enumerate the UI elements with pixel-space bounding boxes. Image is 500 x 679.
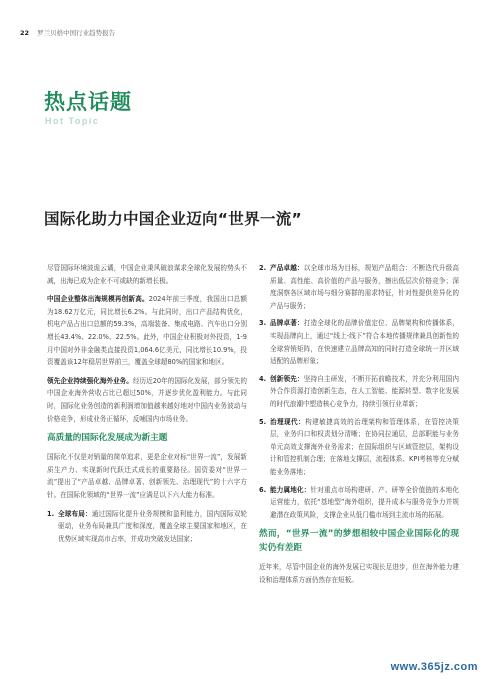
- item-label: 全球布局：: [58, 509, 92, 518]
- watermark: www.365jz.com: [390, 661, 478, 673]
- list-item: [259, 484, 459, 522]
- item-number: 5.: [259, 417, 267, 426]
- item-label: 能力属地化：: [270, 485, 311, 494]
- paragraph-body: 经历近20年的国际化发展，部分领先的中国企业海外营收占比已超过50%，并逐步优化盈利能力。与此同时，国际化业务创造的新利润增加值越来越好地对中国内业务波动与价格竞争，形成业务正循环，反哺国内市场业务。: [47, 376, 248, 423]
- item-number: 3.: [259, 319, 267, 328]
- paragraph-lead: 中国企业整体出海规模再创新高。: [47, 295, 149, 304]
- left-column: [47, 262, 247, 550]
- report-title: 罗兰贝格中国行业趋势报告: [37, 29, 116, 37]
- section-subtitle: Hot Topic: [45, 116, 100, 126]
- item-number: 1.: [47, 509, 55, 518]
- paragraph-lead: 领先企业持续强化海外业务。: [47, 376, 133, 385]
- item-text: 打造全球化的品牌价值定位、品牌架构和传播体系，实现品牌向上，通过“线上-线下”符合本地传播规律兼具创新性的全球营销矩阵，在快速建立品牌高知的同时打造全球统一并区域适配的品牌形象；: [270, 319, 460, 366]
- page-header: [20, 28, 115, 37]
- item-text: 通过国际化提升业务规模和盈利能力，国内国际双轮驱动，业务布局兼具广度和深度，覆盖全球主要国家和地区，在优势区域实现高市占率，并成功突破发达国家；: [58, 509, 248, 543]
- paragraph-shortcomings: 近年来，尽管中国企业的海外发展已实现长足进步，但在海外能力建设和治理体系方面仍然存在短板。: [259, 563, 459, 584]
- item-text: 构建敏捷高效的治理架构和管理体系，在管控决策层，业务归口和权责划分清晰；在协同拉通层，总部职能与业务单元高效支撑海外业务需求；在国际组织与区域管控层，架构设计和管控机制合理；在落地支撑层，流程体系、KPI考核等充分赋能业务落地；: [270, 417, 459, 476]
- list-item: [259, 317, 459, 367]
- subheading-quality: 高质量的国际化发展成为新主题: [47, 433, 168, 444]
- item-label: 治理现代：: [270, 417, 306, 426]
- item-number: 4.: [259, 374, 267, 383]
- paragraph-leaders: [47, 375, 247, 425]
- item-text: 坚持自主研发，不断开拓前瞻技术，并充分利用国内外合作资源打造创新生态，在人工智能、能源转型、数字化发展的时代浪潮中塑造核心竞争力，持续引领行业革新；: [270, 374, 460, 408]
- list-item: [47, 508, 247, 546]
- section-title: 热点话题: [44, 90, 132, 114]
- item-number: 2.: [259, 264, 267, 272]
- item-label: 创新领先：: [270, 374, 304, 383]
- item-label: 产品卓越：: [270, 264, 304, 272]
- paragraph-body: 2024年前三季度，我国出口总额为18.62万亿元，同比增长6.2%。与此同时，出口产品结构优化，机电产品占出口总额的59.3%，高端装备、集成电路、汽车出口分别增长43.4%、22.0%、22.5%。此外，中国企业积极对外投资，1-9月中国对外非金融类直接投资1,064.6亿美元，同比增长10.9%，投资覆盖该12年稳居世界前三，覆盖全球超80%的国家和地区。: [47, 295, 248, 367]
- list-item: [259, 373, 459, 411]
- intro-paragraph: 尽管国际环境波诡云谲，中国企业秉风破浪谋求全球化发展的势头不减，出海已成为企业不可或缺的新增长极。: [47, 264, 247, 285]
- right-column: [259, 262, 459, 592]
- paragraph-scale: [47, 293, 247, 369]
- article-heading: 国际化助力中国企业迈向“世界一流”: [44, 210, 302, 228]
- paragraph-world-class: 国际化不仅是对销量的简单追求，更是企业对标“世界一流”，发展新质生产力、实现新时代跃迁式成长的重要路径。国资委对“世界一流”提出了“产品卓越、品牌卓著、创新领先、治理现代”的十六字方针。在国际化领域的“世界一流”应满足以下六大能力标准。: [47, 453, 247, 499]
- subheading-gap: 然而，“世界一流”的梦想相较中国企业国际化的现实仍有差距: [259, 529, 459, 554]
- page-number: 22: [20, 29, 30, 37]
- list-item: [259, 416, 459, 479]
- item-label: 品牌卓著：: [270, 319, 304, 328]
- list-item: [259, 262, 459, 312]
- item-text: 以全球市场为目标，规划产品组合：不断迭代升级高质量、高性能、高价值的产品与服务，擦出低层次价格竞争；深度洞察各区域市场与细分赛群的需求特征，针对性提供差异化的产品与服务；: [270, 264, 460, 310]
- item-text: 针对重点市场构建研、产、研等全价值链的本地化运营能力，依托“基地型”海外组织，提升成本与服务竞争力并规避潜在政策风险，支撑企业从低门槛市场到主流市场的拓展。: [270, 485, 460, 519]
- item-number: 6.: [259, 485, 267, 494]
